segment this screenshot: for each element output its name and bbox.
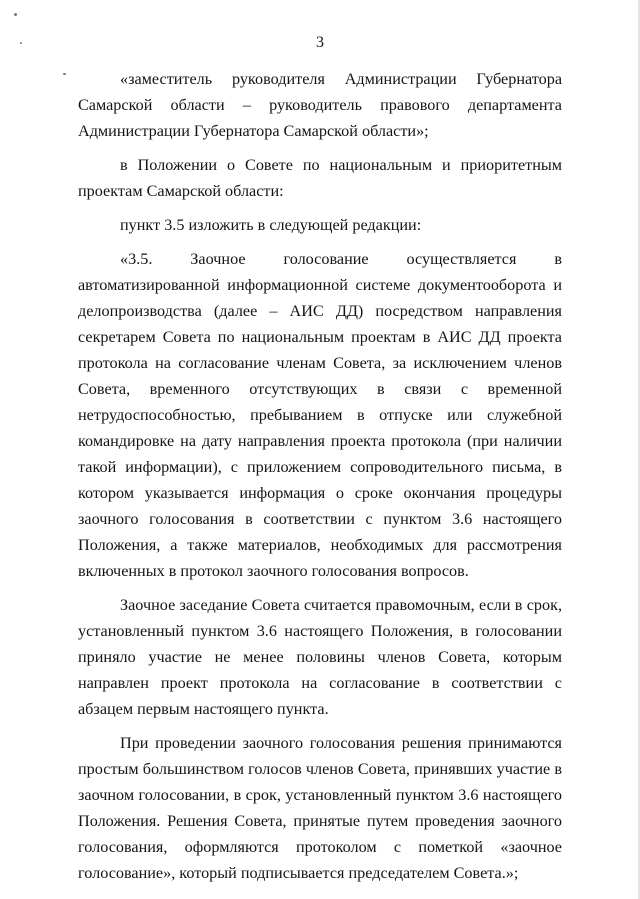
paragraph: При проведении заочного голосования решения принимаются простым большинством голосов членов Совета, принявших участие в заочном голосовании, в срок, установленный пунктом 3.6 настоящего Положения. Решения Совета, принятые путем проведения заочного голосования, оформляются протоколом с пометкой «заочное голосование», который подписывается председателем Совета.»; — [78, 734, 562, 882]
paragraph: Заочное заседание Совета считается правомочным, если в срок, установленный пунктом 3.6 настоящего Положения, в голосовании приняло участие не менее половины членов Совета, которым направлен проект протокола на согласование в соответствии с абзацем первым настоящего пункта. — [78, 596, 562, 718]
scan-speck — [14, 13, 17, 16]
paragraph: в Положении о Совете по национальным и приоритетным проектам Самарской области: — [78, 156, 562, 200]
scan-speck — [63, 73, 66, 75]
paragraph: «заместитель руководителя Администрации Губернатора Самарской области – руководитель правового департамента Администрации Губернатора Самарской области»; — [78, 70, 562, 140]
paragraph: пункт 3.5 изложить в следующей редакции: — [120, 216, 422, 234]
page-number: 3 — [316, 34, 324, 51]
document-body — [78, 66, 562, 886]
paragraph: «3.5. Заочное голосование осуществляется в автоматизированной информационной системе документооборота и делопроизводства (далее – АИС ДД) посредством направления секретарем Совета по национальным проектам в АИС ДД проекта протокола на согласование членам Совета, за исключением членов Совета, временного отсутствующих в связи с временной нетрудоспособностью, пребыванием в отпуске или служебной командировке на дату направления проекта протокола (при наличии такой информации), с приложением сопроводительного письма, в котором указывается информация о сроке окончания процедуры заочного голосования в соответствии с пунктом 3.6 настоящего Положения, а также материалов, необходимых для рассмотрения включенных в протокол заочного голосования вопросов. — [78, 250, 562, 580]
